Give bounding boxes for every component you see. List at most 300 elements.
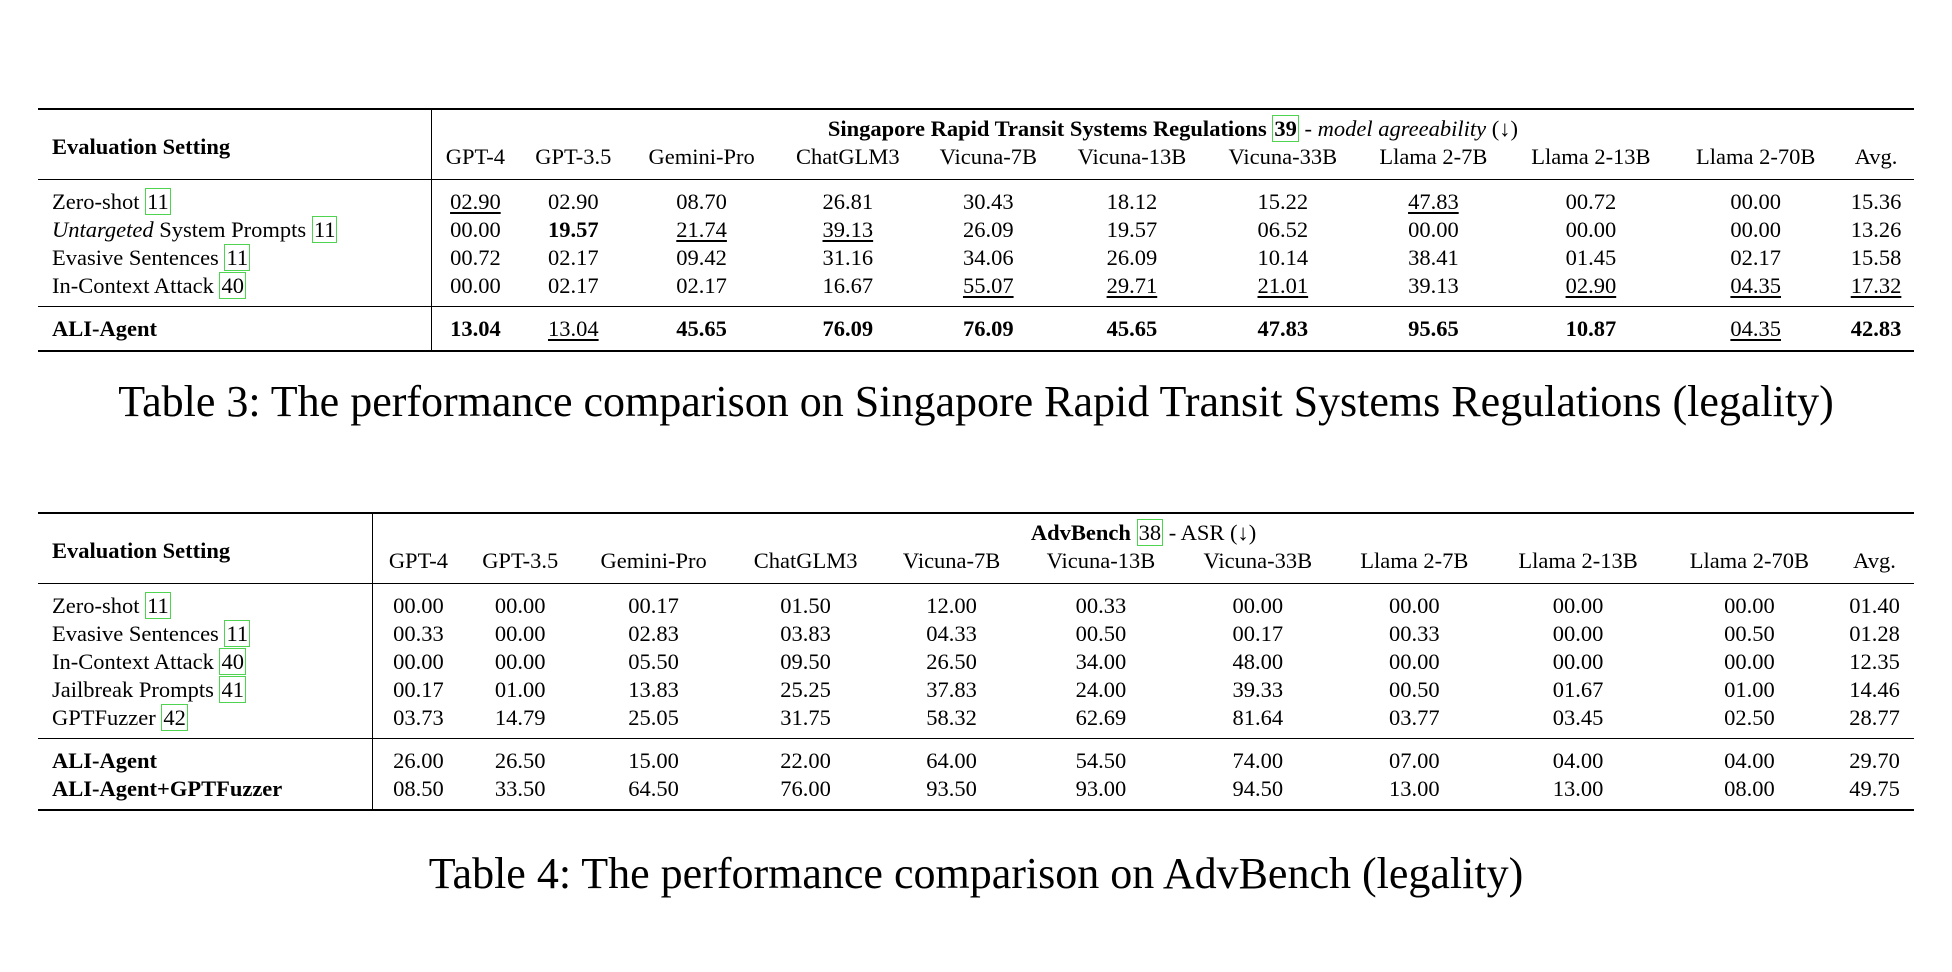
table-cell bbox=[1835, 676, 1914, 704]
cell-value: 09.42 bbox=[676, 245, 727, 270]
cell-value: 10.87 bbox=[1565, 316, 1617, 341]
row-label: ALI-Agent+GPTFuzzer bbox=[38, 775, 373, 810]
table-cell bbox=[373, 775, 464, 810]
table-cell bbox=[464, 584, 577, 621]
cell-value: 02.17 bbox=[547, 273, 599, 298]
cell-value: 31.16 bbox=[822, 245, 874, 270]
table-cell bbox=[881, 704, 1023, 739]
table-cell bbox=[920, 272, 1056, 307]
cell-value: 00.00 bbox=[393, 593, 444, 618]
table-cell bbox=[1207, 216, 1358, 244]
table-cell bbox=[431, 272, 519, 307]
row-label-italic: Untargeted bbox=[52, 217, 154, 242]
cell-value: 08.50 bbox=[393, 776, 444, 801]
cell-value: 26.50 bbox=[926, 649, 977, 674]
table-4-title bbox=[373, 513, 1914, 547]
table-cell bbox=[1179, 676, 1336, 704]
table-cell bbox=[1022, 676, 1179, 704]
table-cell bbox=[1509, 216, 1674, 244]
cell-value: 01.67 bbox=[1552, 677, 1604, 702]
cell-value: 03.83 bbox=[780, 621, 831, 646]
cell-value: 26.00 bbox=[393, 748, 444, 773]
table-cell bbox=[881, 620, 1023, 648]
citation-link[interactable]: 11 bbox=[147, 189, 169, 214]
cell-value: 03.77 bbox=[1389, 705, 1440, 730]
cell-value: 93.50 bbox=[926, 776, 977, 801]
table-cell bbox=[1835, 775, 1914, 810]
table-cell bbox=[1664, 775, 1835, 810]
column-header: Llama 2-7B bbox=[1360, 548, 1469, 573]
cell-value: 00.00 bbox=[450, 217, 501, 242]
table-cell bbox=[577, 676, 731, 704]
cell-value: 03.73 bbox=[393, 705, 444, 730]
table-3-setting-header: Evaluation Setting bbox=[38, 109, 431, 180]
column-header: Llama 2-70B bbox=[1689, 548, 1810, 573]
table-4-title-cite[interactable]: 38 bbox=[1138, 520, 1162, 545]
cell-value: 39.13 bbox=[1408, 273, 1459, 298]
cell-value: 39.13 bbox=[822, 217, 874, 242]
table-cell bbox=[1207, 244, 1358, 272]
table-cell bbox=[1336, 676, 1492, 704]
table-cell bbox=[431, 180, 519, 217]
citation-link[interactable]: 40 bbox=[221, 273, 244, 298]
table-cell bbox=[1509, 272, 1674, 307]
table-cell bbox=[881, 676, 1023, 704]
cell-value: 14.46 bbox=[1849, 677, 1900, 702]
cell-value: 02.83 bbox=[628, 621, 679, 646]
row-label bbox=[38, 272, 431, 307]
table-cell bbox=[1358, 216, 1508, 244]
cell-value: 25.05 bbox=[628, 705, 679, 730]
table-4 bbox=[38, 512, 1914, 811]
table-cell bbox=[1835, 739, 1914, 776]
table-3-title-main: Singapore Rapid Transit Systems Regulations bbox=[827, 116, 1273, 141]
table-cell bbox=[464, 775, 577, 810]
row-label bbox=[38, 244, 431, 272]
table-cell bbox=[881, 648, 1023, 676]
table-cell bbox=[1022, 739, 1179, 776]
cell-value: 13.00 bbox=[1389, 776, 1440, 801]
table-cell bbox=[1492, 704, 1663, 739]
table-row bbox=[38, 216, 1914, 244]
cell-value: 00.00 bbox=[1724, 593, 1775, 618]
cell-value: 00.72 bbox=[1565, 189, 1617, 214]
table-3-title-sep: - bbox=[1298, 116, 1318, 141]
citation-link[interactable]: 11 bbox=[226, 245, 249, 270]
table-cell bbox=[1179, 648, 1336, 676]
row-label-text: Evasive Sentences bbox=[52, 245, 225, 270]
table-cell bbox=[1673, 216, 1838, 244]
table-cell bbox=[373, 676, 464, 704]
table-4-caption: Table 4: The performance comparison on AdvBench (legality) bbox=[428, 849, 1524, 898]
row-label-text: Evasive Sentences bbox=[52, 621, 225, 646]
column-header: Vicuna-33B bbox=[1203, 548, 1313, 573]
table-row-ali-agent bbox=[38, 775, 1914, 810]
table-cell bbox=[1492, 739, 1663, 776]
table-cell bbox=[1336, 739, 1492, 776]
cell-value: 76.09 bbox=[962, 316, 1014, 341]
cell-value: 17.32 bbox=[1850, 273, 1902, 298]
cell-value: 34.00 bbox=[1075, 649, 1127, 674]
row-label bbox=[38, 180, 431, 217]
table-cell bbox=[519, 272, 628, 307]
table-cell bbox=[464, 648, 577, 676]
cell-value: 49.75 bbox=[1849, 776, 1900, 801]
table-cell bbox=[577, 739, 731, 776]
table-cell bbox=[577, 775, 731, 810]
table-cell bbox=[1673, 244, 1838, 272]
table-cell bbox=[1838, 216, 1914, 244]
table-cell bbox=[628, 180, 776, 217]
cell-value: 00.00 bbox=[450, 273, 501, 298]
table-cell bbox=[1056, 216, 1207, 244]
cell-value: 00.50 bbox=[1389, 677, 1440, 702]
table-cell bbox=[1336, 775, 1492, 810]
table-row bbox=[38, 676, 1914, 704]
table-3-title bbox=[431, 109, 1914, 143]
table-row bbox=[38, 272, 1914, 307]
cell-value: 00.33 bbox=[1075, 593, 1127, 618]
cell-value: 14.79 bbox=[494, 705, 546, 730]
table-row-ali-agent bbox=[38, 739, 1914, 776]
cell-value: 01.45 bbox=[1565, 245, 1617, 270]
cell-value: 19.57 bbox=[1106, 217, 1158, 242]
cell-value: 02.90 bbox=[1565, 273, 1617, 298]
cell-value: 00.00 bbox=[1724, 649, 1775, 674]
cell-value: 01.00 bbox=[1724, 677, 1775, 702]
row-label-text: In-Context Attack bbox=[52, 273, 220, 298]
row-label bbox=[38, 676, 373, 704]
column-header: Avg. bbox=[1853, 548, 1896, 573]
table-cell bbox=[1492, 584, 1663, 621]
table-cell bbox=[920, 216, 1056, 244]
cell-value: 33.50 bbox=[494, 776, 546, 801]
table-4-title-arrow: (↓) bbox=[1224, 520, 1257, 545]
table-cell bbox=[1664, 648, 1835, 676]
table-cell bbox=[1492, 676, 1663, 704]
table-cell bbox=[1838, 307, 1914, 352]
table-cell bbox=[577, 620, 731, 648]
cell-value: 25.25 bbox=[780, 677, 831, 702]
table-cell bbox=[730, 676, 880, 704]
cell-value: 00.00 bbox=[1389, 593, 1440, 618]
table-3-caption: Table 3: The performance comparison on Singapore Rapid Transit Systems Regulations (legality) bbox=[118, 377, 1834, 426]
citation-link[interactable]: 11 bbox=[147, 593, 169, 618]
table-3-title-cite[interactable]: 39 bbox=[1274, 116, 1297, 141]
table-cell bbox=[628, 272, 776, 307]
cell-value: 04.35 bbox=[1730, 273, 1781, 298]
cell-value: 54.50 bbox=[1075, 748, 1127, 773]
cell-value: 26.81 bbox=[822, 189, 874, 214]
cell-value: 37.83 bbox=[926, 677, 977, 702]
table-cell bbox=[730, 648, 880, 676]
cell-value: 00.00 bbox=[494, 593, 546, 618]
table-cell bbox=[519, 307, 628, 352]
cell-value: 00.00 bbox=[393, 649, 444, 674]
table-cell bbox=[881, 584, 1023, 621]
cell-value: 13.04 bbox=[450, 316, 501, 341]
cell-value: 38.41 bbox=[1408, 245, 1459, 270]
table-row bbox=[38, 180, 1914, 217]
table-3-title-arrow: (↓) bbox=[1486, 116, 1518, 141]
cell-value: 13.04 bbox=[547, 316, 599, 341]
citation-link[interactable]: 11 bbox=[313, 217, 336, 242]
citation-link[interactable]: 40 bbox=[221, 649, 244, 674]
column-header: Gemini-Pro bbox=[648, 144, 755, 169]
cell-value: 00.17 bbox=[393, 677, 444, 702]
table-cell bbox=[577, 648, 731, 676]
table-cell bbox=[730, 704, 880, 739]
row-label: ALI-Agent bbox=[38, 307, 431, 352]
cell-value: 01.28 bbox=[1849, 621, 1900, 646]
table-cell bbox=[519, 244, 628, 272]
cell-value: 94.50 bbox=[1232, 776, 1284, 801]
column-header: Avg. bbox=[1854, 144, 1898, 169]
cell-value: 00.00 bbox=[494, 649, 546, 674]
table-cell bbox=[881, 775, 1023, 810]
table-cell bbox=[464, 704, 577, 739]
table-cell bbox=[1835, 584, 1914, 621]
cell-value: 04.35 bbox=[1730, 316, 1781, 341]
column-header: Llama 2-13B bbox=[1518, 548, 1638, 573]
table-cell bbox=[519, 216, 628, 244]
cell-value: 24.00 bbox=[1075, 677, 1127, 702]
table-cell bbox=[1358, 180, 1508, 217]
table-cell bbox=[519, 180, 628, 217]
cell-value: 02.50 bbox=[1724, 705, 1775, 730]
column-header: Llama 2-13B bbox=[1531, 144, 1651, 169]
cell-value: 55.07 bbox=[962, 273, 1014, 298]
column-header: Vicuna-7B bbox=[902, 548, 1001, 573]
cell-value: 10.14 bbox=[1257, 245, 1309, 270]
table-cell bbox=[1056, 244, 1207, 272]
cell-value: 00.00 bbox=[1389, 649, 1440, 674]
cell-value: 09.50 bbox=[780, 649, 831, 674]
cell-value: 47.83 bbox=[1408, 189, 1459, 214]
column-header: Vicuna-13B bbox=[1077, 144, 1187, 169]
cell-value: 12.35 bbox=[1849, 649, 1900, 674]
table-cell bbox=[464, 739, 577, 776]
cell-value: 74.00 bbox=[1232, 748, 1284, 773]
citation-link[interactable]: 42 bbox=[163, 705, 186, 730]
cell-value: 76.00 bbox=[780, 776, 831, 801]
table-cell bbox=[1022, 775, 1179, 810]
cell-value: 04.33 bbox=[926, 621, 977, 646]
table-cell bbox=[776, 216, 921, 244]
cell-value: 93.00 bbox=[1075, 776, 1127, 801]
cell-value: 13.83 bbox=[628, 677, 679, 702]
table-4-title-sep: - bbox=[1163, 520, 1181, 545]
table-cell bbox=[373, 704, 464, 739]
cell-value: 26.09 bbox=[962, 217, 1014, 242]
column-header: Llama 2-70B bbox=[1696, 144, 1816, 169]
cell-value: 15.00 bbox=[628, 748, 679, 773]
table-row bbox=[38, 648, 1914, 676]
column-header: GPT-3.5 bbox=[535, 144, 612, 169]
column-header: Gemini-Pro bbox=[600, 548, 707, 573]
table-cell bbox=[1179, 620, 1336, 648]
cell-value: 02.90 bbox=[547, 189, 599, 214]
table-cell bbox=[577, 704, 731, 739]
cell-value: 00.00 bbox=[1730, 189, 1781, 214]
cell-value: 04.00 bbox=[1552, 748, 1604, 773]
table-cell bbox=[881, 739, 1023, 776]
table-cell bbox=[373, 620, 464, 648]
table-3-title-metric: model agreeability bbox=[1317, 116, 1487, 141]
table-cell bbox=[730, 620, 880, 648]
cell-value: 29.71 bbox=[1106, 273, 1158, 298]
row-label bbox=[38, 620, 373, 648]
table-cell bbox=[1509, 244, 1674, 272]
table-cell bbox=[776, 307, 921, 352]
cell-value: 15.22 bbox=[1257, 189, 1309, 214]
table-cell bbox=[1336, 704, 1492, 739]
table-cell bbox=[1358, 307, 1508, 352]
cell-value: 04.00 bbox=[1724, 748, 1775, 773]
table-cell bbox=[920, 180, 1056, 217]
table-cell bbox=[1358, 244, 1508, 272]
table-cell bbox=[1336, 648, 1492, 676]
table-cell bbox=[1664, 704, 1835, 739]
cell-value: 34.06 bbox=[962, 245, 1014, 270]
cell-value: 05.50 bbox=[628, 649, 679, 674]
citation-link[interactable]: 41 bbox=[221, 677, 244, 702]
cell-value: 39.33 bbox=[1232, 677, 1284, 702]
table-row-ali-agent bbox=[38, 307, 1914, 352]
cell-value: 76.09 bbox=[822, 316, 874, 341]
table-cell bbox=[920, 244, 1056, 272]
row-label-text: System Prompts bbox=[153, 217, 312, 242]
column-header: Llama 2-7B bbox=[1379, 144, 1488, 169]
cell-value: 45.65 bbox=[676, 316, 727, 341]
row-label-text: Jailbreak Prompts bbox=[52, 677, 220, 702]
table-cell bbox=[1022, 648, 1179, 676]
cell-value: 45.65 bbox=[1106, 316, 1158, 341]
table-row bbox=[38, 620, 1914, 648]
row-label: ALI-Agent bbox=[38, 739, 373, 776]
table-cell bbox=[1838, 180, 1914, 217]
table-cell bbox=[730, 775, 880, 810]
table-cell bbox=[431, 244, 519, 272]
row-label bbox=[38, 648, 373, 676]
table-cell bbox=[1664, 620, 1835, 648]
cell-value: 02.17 bbox=[676, 273, 727, 298]
table-cell bbox=[628, 244, 776, 272]
cell-value: 12.00 bbox=[926, 593, 977, 618]
table-cell bbox=[1673, 180, 1838, 217]
cell-value: 58.32 bbox=[926, 705, 977, 730]
column-header: Vicuna-13B bbox=[1046, 548, 1156, 573]
table-3-grid bbox=[38, 108, 1914, 352]
cell-value: 02.90 bbox=[450, 189, 501, 214]
table-cell bbox=[431, 216, 519, 244]
cell-value: 07.00 bbox=[1389, 748, 1440, 773]
table-cell bbox=[1056, 307, 1207, 352]
cell-value: 00.33 bbox=[1389, 621, 1440, 646]
table-cell bbox=[1835, 704, 1914, 739]
table-3 bbox=[38, 108, 1914, 352]
cell-value: 00.00 bbox=[1552, 649, 1604, 674]
cell-value: 00.00 bbox=[1232, 593, 1284, 618]
table-row bbox=[38, 584, 1914, 621]
row-label-text: In-Context Attack bbox=[52, 649, 220, 674]
cell-value: 01.00 bbox=[494, 677, 546, 702]
cell-value: 19.57 bbox=[547, 217, 599, 242]
table-cell bbox=[1336, 584, 1492, 621]
cell-value: 81.64 bbox=[1232, 705, 1284, 730]
column-header: GPT-4 bbox=[388, 548, 448, 573]
row-label bbox=[38, 704, 373, 739]
table-cell bbox=[1664, 584, 1835, 621]
cell-value: 28.77 bbox=[1849, 705, 1900, 730]
table-cell bbox=[1673, 307, 1838, 352]
table-cell bbox=[1179, 584, 1336, 621]
table-cell bbox=[628, 307, 776, 352]
table-3-title-row bbox=[38, 109, 1914, 143]
cell-value: 13.26 bbox=[1850, 217, 1902, 242]
table-4-grid bbox=[38, 512, 1914, 811]
cell-value: 00.00 bbox=[1552, 593, 1604, 618]
cell-value: 31.75 bbox=[780, 705, 831, 730]
cell-value: 29.70 bbox=[1849, 748, 1900, 773]
column-header: ChatGLM3 bbox=[795, 144, 900, 169]
cell-value: 00.50 bbox=[1724, 621, 1775, 646]
table-cell bbox=[373, 648, 464, 676]
table-4-title-row bbox=[38, 513, 1914, 547]
cell-value: 42.83 bbox=[1850, 316, 1902, 341]
table-cell bbox=[431, 307, 519, 352]
table-cell bbox=[730, 739, 880, 776]
table-cell bbox=[730, 584, 880, 621]
table-cell bbox=[1492, 775, 1663, 810]
table-cell bbox=[1179, 775, 1336, 810]
cell-value: 21.74 bbox=[676, 217, 727, 242]
table-cell bbox=[1207, 272, 1358, 307]
table-cell bbox=[1664, 739, 1835, 776]
table-cell bbox=[577, 584, 731, 621]
citation-link[interactable]: 11 bbox=[226, 621, 249, 646]
table-cell bbox=[1022, 620, 1179, 648]
cell-value: 15.58 bbox=[1850, 245, 1902, 270]
table-4-setting-header: Evaluation Setting bbox=[38, 513, 373, 584]
cell-value: 15.36 bbox=[1850, 189, 1902, 214]
column-header: GPT-4 bbox=[445, 144, 505, 169]
cell-value: 00.00 bbox=[1565, 217, 1617, 242]
cell-value: 26.50 bbox=[494, 748, 546, 773]
table-cell bbox=[776, 244, 921, 272]
cell-value: 00.00 bbox=[1552, 621, 1604, 646]
cell-value: 00.00 bbox=[1730, 217, 1781, 242]
cell-value: 16.67 bbox=[822, 273, 874, 298]
cell-value: 06.52 bbox=[1257, 217, 1309, 242]
row-label-text: GPTFuzzer bbox=[52, 705, 162, 730]
cell-value: 47.83 bbox=[1257, 316, 1309, 341]
cell-value: 62.69 bbox=[1075, 705, 1127, 730]
cell-value: 01.50 bbox=[780, 593, 831, 618]
table-cell bbox=[1835, 620, 1914, 648]
cell-value: 00.00 bbox=[1408, 217, 1459, 242]
table-cell bbox=[373, 739, 464, 776]
table-cell bbox=[1509, 307, 1674, 352]
table-cell bbox=[1022, 704, 1179, 739]
cell-value: 03.45 bbox=[1552, 705, 1604, 730]
table-cell bbox=[628, 216, 776, 244]
cell-value: 01.40 bbox=[1849, 593, 1900, 618]
table-cell bbox=[1673, 272, 1838, 307]
cell-value: 18.12 bbox=[1106, 189, 1158, 214]
row-label-text: Zero-shot bbox=[52, 189, 146, 214]
table-cell bbox=[1336, 620, 1492, 648]
